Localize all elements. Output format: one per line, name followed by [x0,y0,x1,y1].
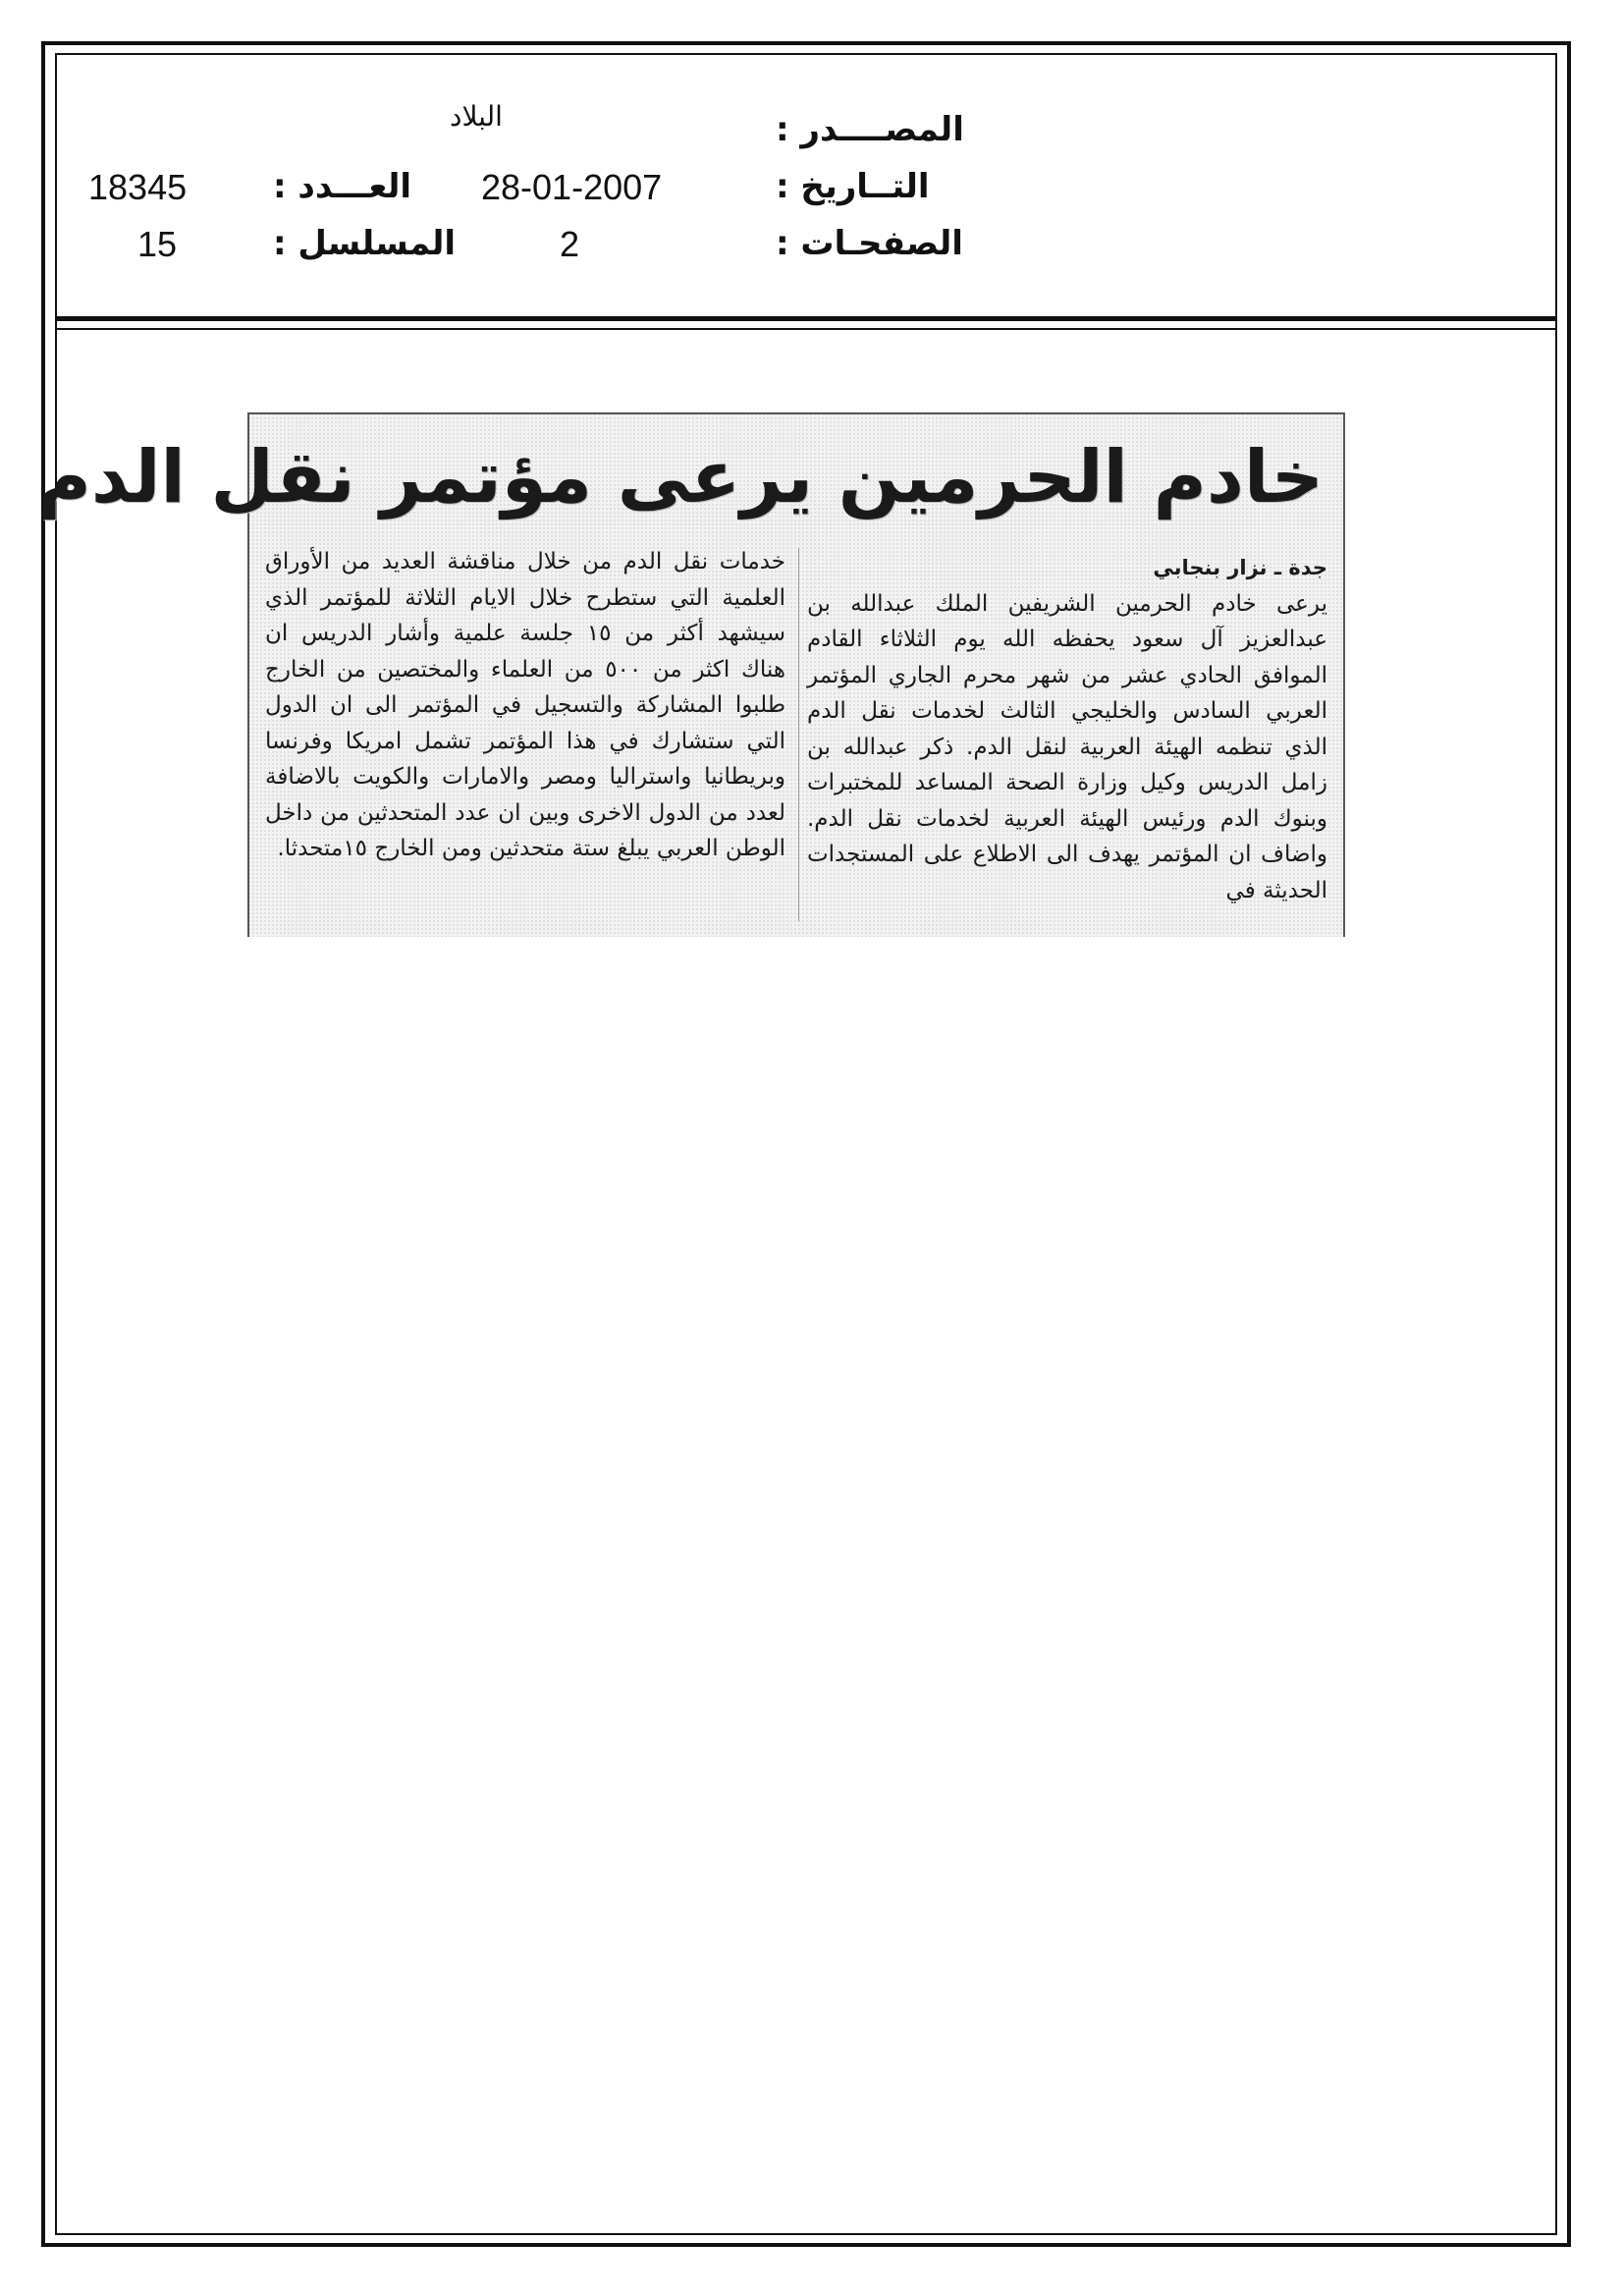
date-label: التــاريخ : [776,167,930,206]
newspaper-clipping [37,412,1345,937]
date-value: 28-01-2007 [481,167,663,207]
header-divider [55,316,1557,321]
column-divider [798,548,799,921]
serial-value: 15 [137,224,178,264]
article-column-2-text: خدمات نقل الدم من خلال مناقشة العديد من الأوراق العلمية التي ستطرح خلال الايام الثلاثة للمؤتمر الذي سيشهد أكثر من ١٥ جلسة علمية وأشار الدريس ان هناك اكثر من ٥٠٠ من العلماء والمختصين من الخارج طلبوا المشاركة والتسجيل في المؤتمر الى ان الدول التي ستشارك في هذا المؤتمر تشمل امريكا وفرنسا وبريطانيا واستراليا ومصر والامارات والكويت بالاضافة لعدد من الدول الاخرى وبين ان عدد المتحدثين من داخل الوطن العربي يبلغ ستة متحدثين ومن الخارج ١٥متحدثا. [265,549,786,861]
source-value: البلاد [450,100,503,133]
clipping-border-right [1343,412,1345,937]
article-byline: جدة ـ نزار بنجابي [1153,556,1327,579]
serial-label: المسلسل : [273,224,457,263]
article-column-1-text: يرعى خادم الحرمين الشريفين الملك عبدالله بن عبدالعزيز آل سعود يحفظه الله يوم الثلاثاء القادم الموافق الحادي عشر من شهر محرم الجاري المؤتمر العربي السادس والخليجي الثالث لخدمات نقل الدم الذي تنظمه الهيئة العربية لنقل الدم. ذكر عبدالله بن زامل الدريس وكيل وزارة الصحة المساعد للمختبرات وبنوك الدم ورئيس الهيئة العربية لخدمات نقل الدم. واضاف ان المؤتمر يهدف الى الاطلاع على المستجدات الحديثة في [807,590,1327,903]
issue-label: العـــدد : [273,167,411,206]
article-column-1 [807,550,1327,908]
clipping-border-top [247,412,1345,414]
issue-value: 18345 [88,167,188,207]
page-frame-inner [37,53,1557,2235]
source-label: المصــــدر : [776,110,964,149]
header-divider-thin [55,328,1557,330]
pages-label: الصفحـات : [776,224,963,263]
pages-value: 2 [560,224,580,264]
article-column-2 [265,544,785,867]
article-headline: خادم الحرمين يرعى مؤتمر نقل الدم [37,435,1324,519]
